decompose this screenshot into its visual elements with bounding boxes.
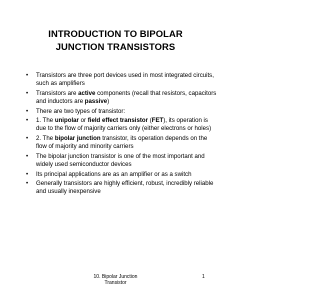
bullet-item (26, 135, 218, 151)
bullet-text: There are two types of transistor: (36, 107, 126, 115)
footer-label-line-1: 10. Bipolar Junction (93, 274, 138, 280)
bullet-item (26, 108, 218, 116)
bullet-item (26, 153, 218, 169)
bullet-text: ( (148, 117, 152, 125)
bullet-item (26, 90, 218, 106)
bold-text: unipolar (54, 117, 79, 125)
title-line-2: JUNCTION TRANSISTORS (55, 41, 176, 52)
bullet-text: Its principal applications are as an amplifier or as a switch (36, 170, 192, 178)
bullet-text: components (recall that resistors, capacitors and inductors are (36, 89, 217, 105)
bold-text: FET (151, 117, 164, 125)
bullet-marker: • (26, 117, 29, 125)
bold-text: field effect transistor (87, 117, 148, 125)
bullet-text: 1. The (36, 117, 55, 125)
bold-text: active (78, 89, 96, 97)
bullet-text: 2. The (36, 135, 55, 143)
bullet-text: or (78, 117, 88, 125)
bold-text: passive (84, 97, 108, 105)
bullet-text: ) (107, 97, 110, 105)
title-line-1: INTRODUCTION TO BIPOLAR (48, 28, 183, 39)
bullet-marker: • (26, 72, 29, 79)
page-number: 1 (202, 274, 205, 280)
bullet-marker: • (26, 170, 29, 178)
bullet-text: Transistors are three port devices used in most integrated circuits, such as amplifiers (36, 72, 214, 88)
bullet-marker: • (26, 107, 29, 115)
bullet-item (26, 72, 218, 88)
bullet-marker: • (26, 180, 29, 188)
bullet-list (26, 72, 218, 198)
bold-text: bipolar junction (54, 135, 101, 143)
bullet-item (26, 171, 218, 179)
page-title (0, 27, 231, 53)
bullet-marker: • (26, 135, 29, 143)
bullet-marker: • (26, 152, 29, 160)
bullet-text: transistor, its operation depends on the flow of majority and minority carriers (36, 135, 208, 151)
bullet-item (26, 117, 218, 133)
bullet-text: ), its operation is due to the flow of majority carriers only (either electrons or holes) (36, 117, 212, 133)
bullet-item (26, 180, 218, 196)
footer-label (60, 274, 171, 286)
bullet-text: Transistors are (36, 89, 79, 97)
bullet-marker: • (26, 89, 29, 97)
bullet-text: The bipolar junction transistor is one of the most important and widely used semiconductor devices (36, 152, 205, 168)
footer-label-line-2: Transistor (104, 280, 127, 286)
bullet-text: Generally transistors are highly efficient, robust, incredibly reliable and usually inexpensive (36, 180, 214, 196)
